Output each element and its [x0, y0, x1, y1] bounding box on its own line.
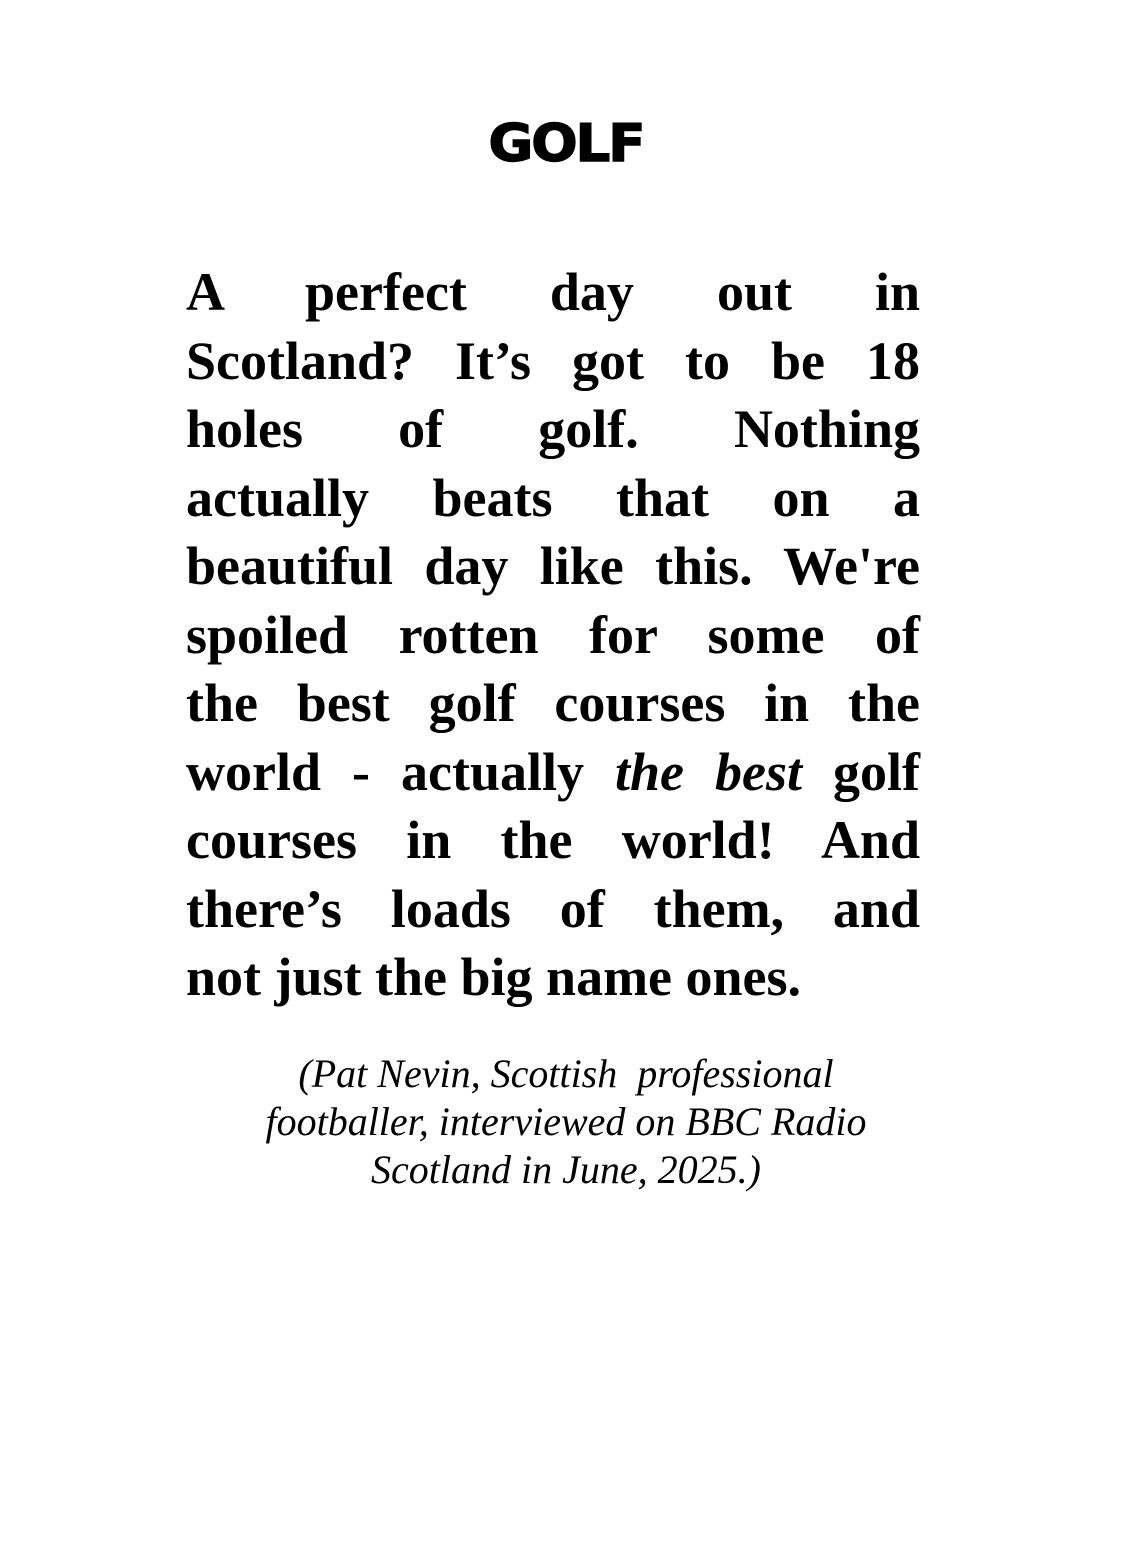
quote-line: world - actually the best golf: [186, 741, 920, 802]
quote-line: the best golf courses in the: [186, 673, 920, 733]
quote-line: A perfect day out in: [186, 262, 920, 322]
attribution-line: Scotland in June, 2025.): [371, 1147, 761, 1192]
quote-line: actually beats that on a: [186, 467, 920, 528]
quote-emphasis: the best: [614, 741, 802, 802]
attribution-line: footballer, interviewed on BBC Radio: [265, 1099, 867, 1144]
quote-attribution: [166, 1050, 966, 1194]
quote-line: beautiful day like this. We're: [186, 536, 920, 596]
quote-line: Scotland? It’s got to be 18: [186, 330, 920, 391]
quote-line: courses in the world! And: [186, 810, 920, 870]
attribution-line: (Pat Nevin, Scottish professional: [298, 1051, 834, 1096]
quote-line: spoiled rotten for some of: [186, 604, 920, 665]
quote-line: there’s loads of them, and: [186, 878, 920, 939]
page-heading: GOLF: [488, 114, 644, 174]
quote-line: not just the big name ones.: [186, 947, 802, 1007]
quote-block: [186, 258, 920, 1012]
quote-line: holes of golf. Nothing: [186, 399, 920, 459]
